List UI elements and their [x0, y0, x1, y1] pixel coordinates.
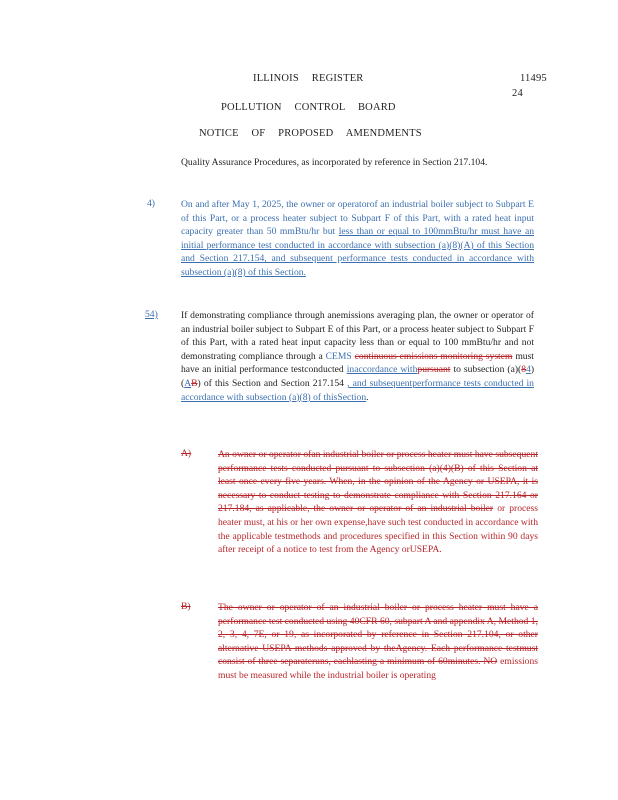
- item-4-inserted-text: less than or equal to 100mmBtu/hr must have an initial performance test conducted in accordance with subsection (a)(8)(A) of this Section and Section 217.154, and subsequent performance tests conducted in accordance with subsection (a)(8) of this Section.: [181, 226, 534, 278]
- item-54-text-4: )(: [181, 364, 535, 389]
- item-54-paragraph: [181, 309, 534, 404]
- item-54-inserted-4: , and subsequentperformance tests conducted in accordance with subsection (a)(8) of thisSection: [181, 377, 534, 403]
- item-54-cems: CEMS: [325, 350, 352, 362]
- item-4-text: On and after May 1, 2025, the owner or operatorof an industrial boiler subject to Subpart E of this Part, or a process heater subject to Subpart F of this Part, with a rated heat input capacity greater than 50 mmBtu/hr but: [181, 199, 534, 238]
- item-54-text-2: must have an initial performance testconducted: [181, 350, 534, 376]
- item-54-text-1: If demonstrating compliance through anemissions averaging plan, the owner or operator of an industrial boiler subject to Subpart E of this Part, or a process heater subject to Subpart F of this Part, with a rated heat input capacity less than or equal to 100 mmBtu/hr and not demonstrating compliance through a: [181, 310, 534, 362]
- item-54-text-5: ) of this Section and Section 217.154: [197, 377, 344, 389]
- item-54-text-3: to subsection (a)(: [453, 364, 522, 376]
- item-54-inserted-2: 4: [526, 364, 531, 376]
- page-sub-number: 24: [512, 88, 523, 99]
- sub-a-deleted-text: An owner or operator ofan industrial boiler or process heater must have subsequent performance tests conducted pursuant to subsection (a)(4)(B) of this Section at least once every five years. When, in the opinion of the Agency or USEPA, it is necessary to conduct testing to demonstrate compliance with Section 217.164 or 217.184, as applicable, the owner or operator of an industrial boiler: [218, 449, 538, 515]
- item-54-text-6: .: [366, 391, 369, 403]
- item-54-marker: 54): [145, 309, 158, 320]
- register-title: ILLINOIS REGISTER: [253, 73, 364, 84]
- sub-b-deleted-text: The owner or operator of an industrial boiler or process heater must have a performance test conducted using 40CFR 60, subpart A and appendix A, Method 1, 2, 3, 4, 7E, or 19, as incorporated by reference in Section 217.104, or other alternative USEPA methods approved by theAgency. Each performance testmust consist of three separateruns, eachlasting a minimum of 60minutes. NO: [218, 602, 538, 668]
- board-title: POLLUTION CONTROL BOARD: [221, 102, 396, 113]
- item-54-inserted-3: A: [184, 377, 192, 389]
- sub-b-text: emissions must be measured while the industrial boiler is operating: [218, 656, 538, 681]
- sub-a-marker: A): [181, 448, 192, 459]
- item-4-paragraph: [181, 198, 534, 280]
- sub-b-paragraph: [218, 601, 538, 683]
- item-54-deleted-4: B: [191, 377, 198, 389]
- sub-a-paragraph: [218, 448, 538, 557]
- sub-b-marker: B): [181, 601, 191, 612]
- continuation-paragraph: [181, 156, 514, 170]
- page-number: 11495: [520, 73, 547, 84]
- notice-title: NOTICE OF PROPOSED AMENDMENTS: [199, 128, 422, 139]
- item-54-deleted-2: pursuant: [417, 364, 451, 376]
- item-54-deleted-3: 8: [521, 364, 527, 376]
- item-54-deleted-1: continuous emissions monitoring system: [354, 350, 513, 362]
- item-4-marker: 4): [147, 198, 155, 209]
- sub-a-text: or process heater must, at his or her own expense,have such test conducted in accordance with the applicable testmethods and procedures specified in this Section within 90 days after receipt of a notice to test from the Agency orUSEPA.: [218, 503, 538, 556]
- continuation-line1: Quality Assurance Procedures, as incorporated by reference in Section: [181, 157, 452, 168]
- continuation-line2: 217.104.: [453, 157, 488, 168]
- item-54-inserted-1: inaccordance with: [346, 364, 418, 376]
